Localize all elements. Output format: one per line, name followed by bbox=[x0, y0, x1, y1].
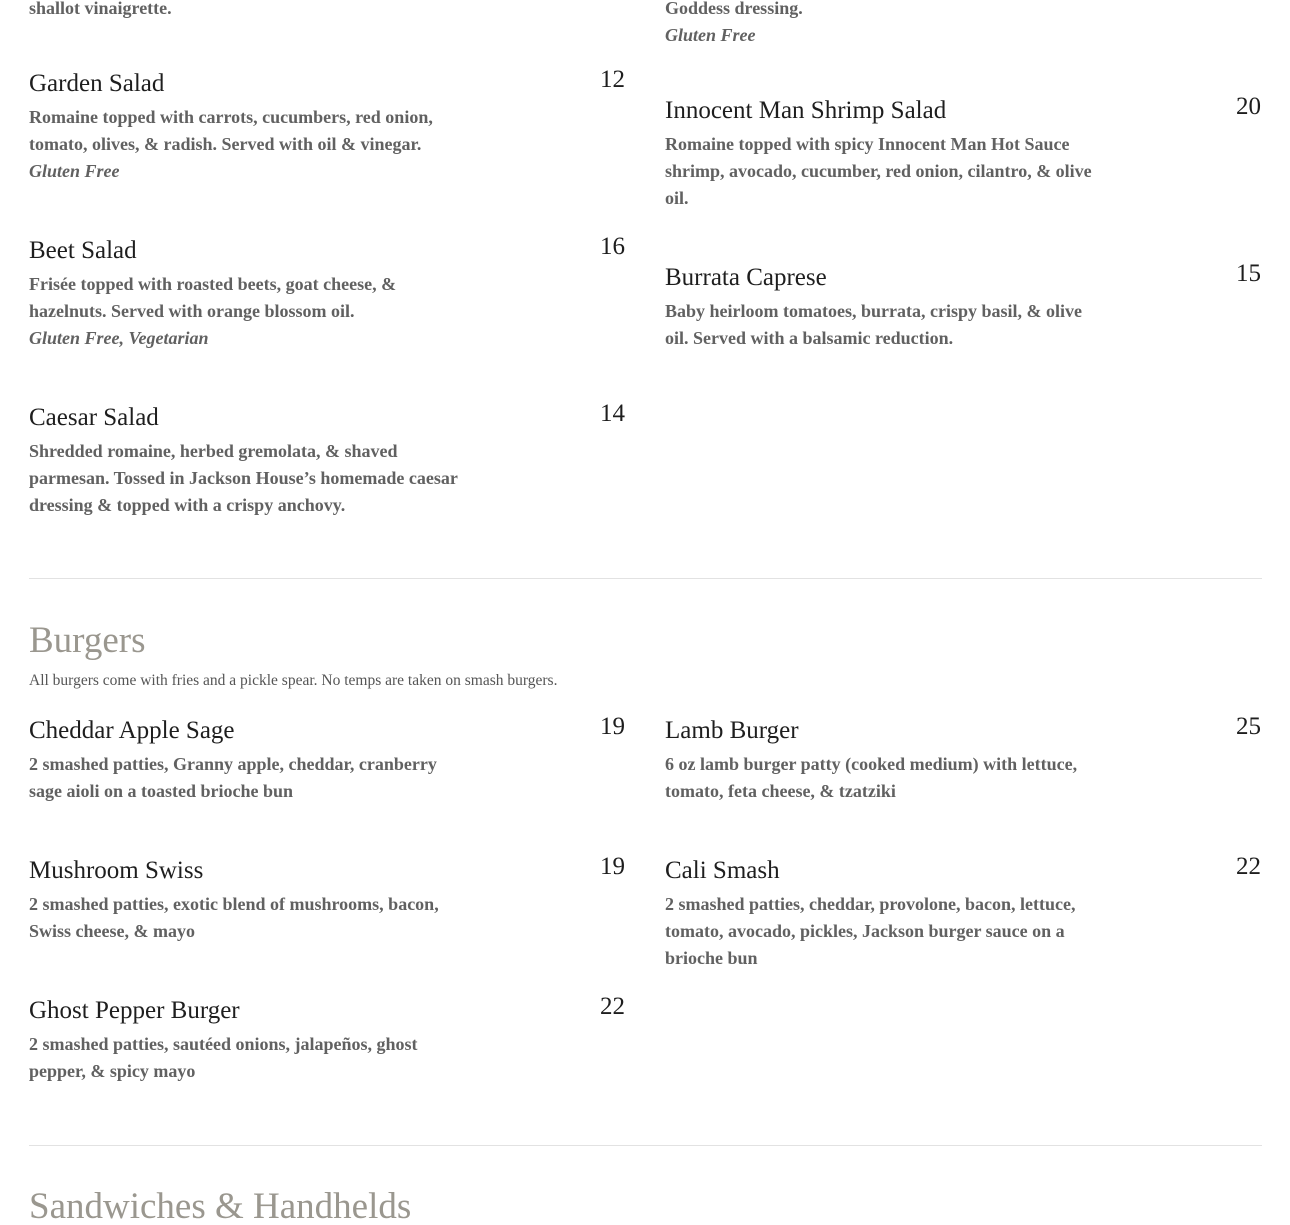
menu-item-price: 14 bbox=[600, 400, 625, 427]
section-note-burgers: All burgers come with fries and a pickle spear. No temps are taken on smash burgers. bbox=[29, 672, 558, 689]
menu-item-dietary-tag: Gluten Free bbox=[29, 161, 120, 181]
menu-item-name: Garden Salad bbox=[29, 70, 165, 97]
menu-item-price: 12 bbox=[600, 66, 625, 93]
menu-item-innocent-man-shrimp-salad bbox=[665, 95, 1261, 212]
menu-item-price: 22 bbox=[600, 993, 625, 1020]
menu-item-price: 19 bbox=[600, 713, 625, 740]
menu-item-ghost-pepper-burger bbox=[29, 995, 625, 1085]
menu-item-price: 19 bbox=[600, 853, 625, 880]
menu-item-name: Ghost Pepper Burger bbox=[29, 997, 240, 1024]
menu-item-description: 2 smashed patties, Granny apple, cheddar, cranberry sage aioli on a toasted brioche bun bbox=[29, 754, 437, 801]
menu-item-description: 2 smashed patties, exotic blend of mushrooms, bacon, Swiss cheese, & mayo bbox=[29, 894, 439, 941]
menu-item-description: Baby heirloom tomatoes, burrata, crispy basil, & olive oil. Served with a balsamic reduction. bbox=[665, 301, 1082, 348]
menu-item-description: Shredded romaine, herbed gremolata, & shaved parmesan. Tossed in Jackson House’s homemade caesar dressing & topped with a crispy anchovy. bbox=[29, 441, 458, 515]
menu-item-cali-smash bbox=[665, 855, 1261, 972]
menu-item-name: Cheddar Apple Sage bbox=[29, 717, 235, 744]
menu-item-name: Mushroom Swiss bbox=[29, 857, 204, 884]
menu-item-cheddar-apple-sage bbox=[29, 715, 625, 805]
menu-item-description: 6 oz lamb burger patty (cooked medium) with lettuce, tomato, feta cheese, & tzatziki bbox=[665, 754, 1078, 801]
menu-item-burrata-caprese bbox=[665, 262, 1261, 352]
salad-fragment-right: Goddess dressing. bbox=[665, 0, 803, 18]
menu-item-description: Romaine topped with carrots, cucumbers, red onion, tomato, olives, & radish. Served with oil & vinegar. bbox=[29, 107, 433, 154]
menu-item-price: 22 bbox=[1236, 853, 1261, 880]
menu-item-description: Frisée topped with roasted beets, goat cheese, & hazelnuts. Served with orange blossom oil. bbox=[29, 274, 397, 321]
menu-item-mushroom-swiss bbox=[29, 855, 625, 945]
section-divider bbox=[29, 578, 1262, 579]
menu-item-lamb-burger bbox=[665, 715, 1261, 805]
menu-item-name: Lamb Burger bbox=[665, 717, 799, 744]
menu-item-price: 16 bbox=[600, 233, 625, 260]
salad-fragment-right-tag: Gluten Free bbox=[665, 25, 756, 45]
menu-item-caesar-salad bbox=[29, 402, 625, 519]
menu-item-dietary-tag: Gluten Free, Vegetarian bbox=[29, 328, 209, 348]
menu-item-price: 20 bbox=[1236, 93, 1261, 120]
menu-item-beet-salad bbox=[29, 235, 625, 352]
menu-item-description: Romaine topped with spicy Innocent Man Hot Sauce shrimp, avocado, cucumber, red onion, cilantro, & olive oil. bbox=[665, 134, 1092, 208]
menu-item-description: 2 smashed patties, cheddar, provolone, bacon, lettuce, tomato, avocado, pickles, Jackson burger sauce on a brioche bun bbox=[665, 894, 1076, 968]
menu-item-price: 15 bbox=[1236, 260, 1261, 287]
menu-item-garden-salad bbox=[29, 68, 625, 185]
salad-fragment-left: shallot vinaigrette. bbox=[29, 0, 172, 18]
menu-item-name: Caesar Salad bbox=[29, 404, 159, 431]
section-divider bbox=[29, 1145, 1262, 1146]
menu-item-description: 2 smashed patties, sautéed onions, jalapeños, ghost pepper, & spicy mayo bbox=[29, 1034, 418, 1081]
section-title-sandwiches: Sandwiches & Handhelds bbox=[29, 1186, 412, 1225]
menu-item-name: Innocent Man Shrimp Salad bbox=[665, 97, 947, 124]
menu-item-name: Beet Salad bbox=[29, 237, 137, 264]
menu-item-name: Cali Smash bbox=[665, 857, 780, 884]
menu-item-price: 25 bbox=[1236, 713, 1261, 740]
section-title-burgers: Burgers bbox=[29, 620, 146, 661]
menu-item-name: Burrata Caprese bbox=[665, 264, 827, 291]
